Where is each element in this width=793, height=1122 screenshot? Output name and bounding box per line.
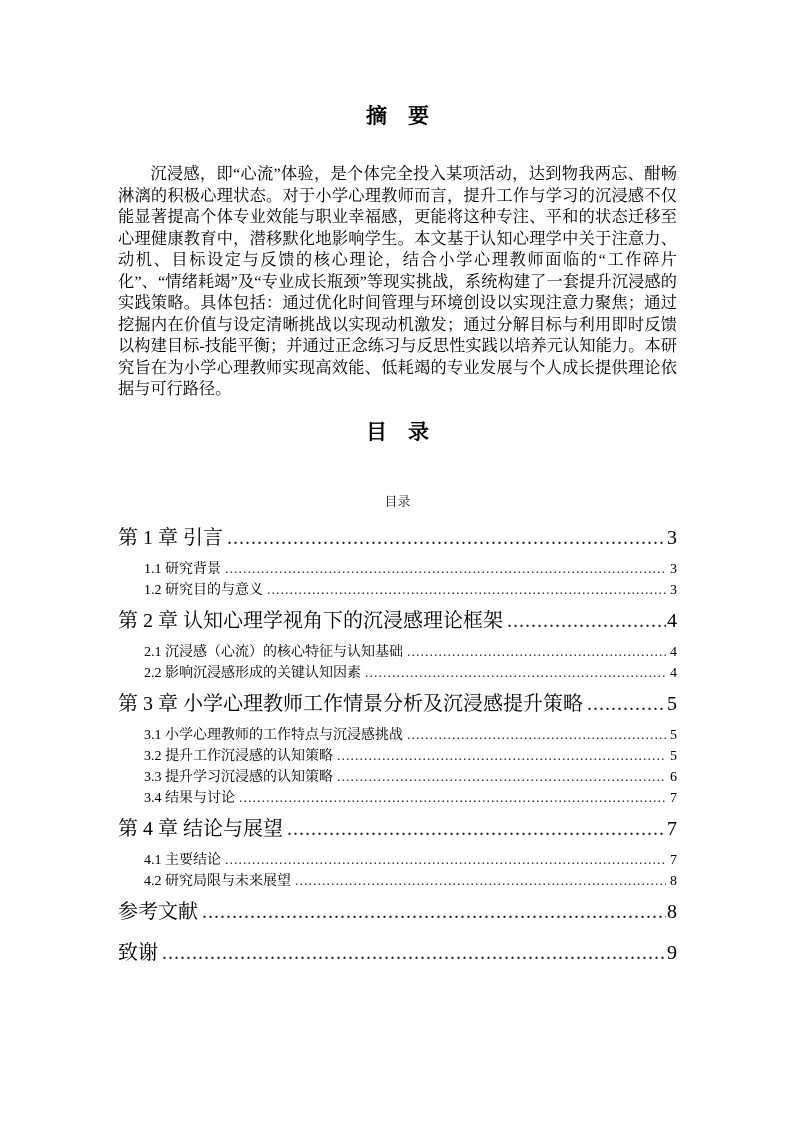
toc-entry-label: 3.3 提升学习沉浸感的认知策略 <box>144 769 333 785</box>
toc-entry-ch1[interactable] <box>118 526 677 550</box>
toc-entry-label: 第 1 章 引言 <box>118 527 223 549</box>
toc-entry-4-1[interactable] <box>118 850 677 871</box>
dot-leader <box>583 692 666 716</box>
toc-entry-label: 1.2 研究目的与意义 <box>144 582 263 598</box>
toc-entry-3-2[interactable] <box>118 746 677 767</box>
toc-entry-page: 4 <box>670 665 677 681</box>
dot-leader <box>221 559 666 580</box>
toc-entry-label: 参考文献 <box>118 901 198 923</box>
toc-entry-page: 7 <box>670 852 677 868</box>
toc-entry-page: 7 <box>670 790 677 806</box>
toc-heading: 目 录 <box>366 420 429 444</box>
toc-entry-2-2[interactable] <box>118 663 677 684</box>
toc-entry-ch4[interactable] <box>118 817 677 841</box>
dot-leader <box>333 746 666 767</box>
toc-entry-ch3[interactable] <box>118 692 677 716</box>
dot-leader <box>283 817 666 841</box>
toc-entry-label: 4.1 主要结论 <box>144 852 221 868</box>
abstract-paragraph: 沉浸感，即“心流”体验，是个体完全投入某项活动，达到物我两忘、酣畅淋漓的积极心理状态。对于小学心理教师而言，提升工作与学习的沉浸感不仅能显著提高个体专业效能与职业幸福感，更能将这种专注、平和的状态迁移至心理健康教育中，潜移默化地影响学生。本文基于认知心理学中关于注意力、动机、目标设定与反馈的核心理论，结合小学心理教师面临的“工作碎片化”、“情绪耗竭”及“专业成长瓶颈”等现实挑战，系统构建了一套提升沉浸感的实践策略。具体包括：通过优化时间管理与环境创设以实现注意力聚焦；通过挖掘内在价值与设定清晰挑战以实现动机激发；通过分解目标与利用即时反馈以构建目标-技能平衡；并通过正念练习与反思性实践以培养元认知能力。本研究旨在为小学心理教师实现高效能、低耗竭的专业发展与个人成长提供理论依据与可行路径。 <box>118 165 677 398</box>
toc-entry-page: 4 <box>667 610 677 632</box>
toc-entry-label: 2.2 影响沉浸感形成的关键认知因素 <box>144 665 361 681</box>
toc-list <box>118 518 677 974</box>
dot-leader <box>198 900 666 924</box>
dot-leader <box>503 609 666 633</box>
dot-leader <box>361 663 666 684</box>
toc-entry-ch2[interactable] <box>118 609 677 633</box>
toc-entry-page: 4 <box>670 644 677 660</box>
toc-entry-page: 3 <box>670 582 677 598</box>
dot-leader <box>263 580 666 601</box>
toc-entry-page: 3 <box>667 527 677 549</box>
dot-leader <box>223 526 666 550</box>
dot-leader <box>291 871 666 892</box>
abstract-heading: 摘 要 <box>366 105 429 128</box>
toc-entry-page: 8 <box>667 901 677 923</box>
dot-leader <box>403 725 666 746</box>
toc-entry-page: 7 <box>667 818 677 840</box>
toc-entry-references[interactable] <box>118 900 677 924</box>
toc-entry-1-1[interactable] <box>118 559 677 580</box>
toc-subtitle: 目录 <box>384 493 411 509</box>
toc-entry-label: 3.4 结果与讨论 <box>144 790 235 806</box>
dot-leader <box>403 642 666 663</box>
toc-entry-label: 致谢 <box>118 942 158 964</box>
toc-entry-page: 3 <box>670 561 677 577</box>
toc-entry-1-2[interactable] <box>118 580 677 601</box>
dot-leader <box>333 767 666 788</box>
toc-entry-label: 3.1 小学心理教师的工作特点与沉浸感挑战 <box>144 727 403 743</box>
toc-entry-label: 1.1 研究背景 <box>144 561 221 577</box>
toc-entry-page: 5 <box>670 748 677 764</box>
toc-entry-label: 2.1 沉浸感（心流）的核心特征与认知基础 <box>144 644 403 660</box>
toc-entry-label: 第 4 章 结论与展望 <box>118 818 283 840</box>
toc-entry-3-3[interactable] <box>118 767 677 788</box>
toc-entry-page: 5 <box>667 693 677 715</box>
toc-entry-3-4[interactable] <box>118 788 677 809</box>
toc-entry-page: 5 <box>670 727 677 743</box>
toc-entry-label: 3.2 提升工作沉浸感的认知策略 <box>144 748 333 764</box>
dot-leader <box>235 788 666 809</box>
toc-entry-label: 第 3 章 小学心理教师工作情景分析及沉浸感提升策略 <box>118 693 583 715</box>
toc-entry-label: 4.2 研究局限与未来展望 <box>144 873 291 889</box>
toc-entry-page: 9 <box>667 942 677 964</box>
toc-entry-acknowledgements[interactable] <box>118 941 677 965</box>
dot-leader <box>221 850 666 871</box>
toc-entry-2-1[interactable] <box>118 642 677 663</box>
dot-leader <box>158 941 666 965</box>
toc-entry-4-2[interactable] <box>118 871 677 892</box>
toc-entry-page: 8 <box>670 873 677 889</box>
toc-entry-label: 第 2 章 认知心理学视角下的沉浸感理论框架 <box>118 610 503 632</box>
toc-entry-3-1[interactable] <box>118 725 677 746</box>
toc-entry-page: 6 <box>670 769 677 785</box>
